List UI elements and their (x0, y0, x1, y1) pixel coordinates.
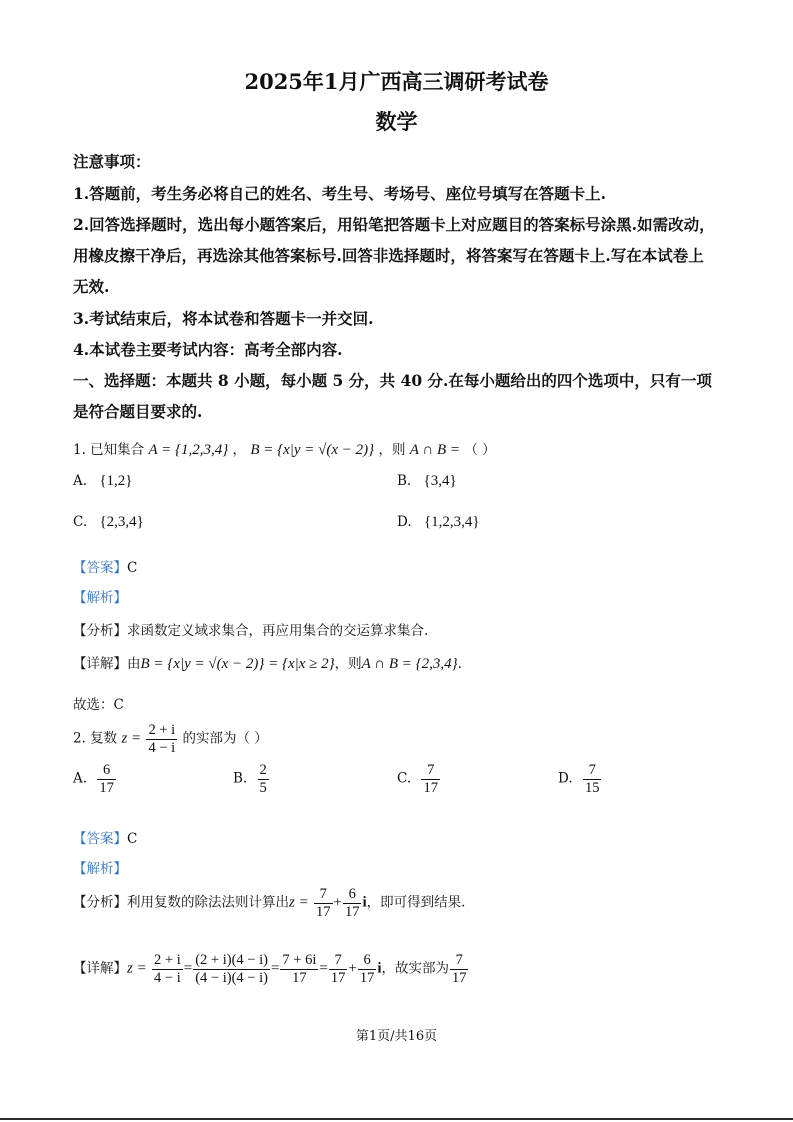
question-1-prefix: 1. 已知集合 (73, 442, 145, 458)
xiangjie-post: ，故实部为 (381, 960, 449, 977)
question-2-prefix: 2. 复数 (73, 730, 118, 747)
page-bottom-divider (0, 1118, 793, 1120)
fraction-denominator: 5 (259, 779, 267, 796)
option-fraction (421, 762, 440, 796)
fraction-numerator: 6 (97, 762, 116, 780)
question-2-option-a (73, 762, 117, 796)
equals-sign: = (270, 960, 280, 977)
xiangjie-fraction-6 (450, 952, 469, 986)
fraction-numerator: 7 (583, 762, 602, 780)
option-fraction (97, 762, 116, 796)
question-1-paren: （ ） (464, 442, 496, 458)
option-label: C. (73, 514, 88, 530)
question-1-choose: 故选：C (73, 697, 124, 713)
option-label: C. (397, 770, 412, 787)
question-1-answer (73, 556, 137, 576)
xiangjie-z: z = (127, 960, 147, 977)
option-fraction (258, 762, 269, 796)
question-1-option-a (73, 473, 133, 490)
question-1-sep: ， (232, 442, 247, 458)
xiangjie-fraction-1 (152, 952, 183, 986)
xiangjie-result: A ∩ B = {2,3,4} (361, 656, 458, 672)
answer-value: C (127, 560, 138, 576)
option-label: B. (233, 770, 248, 787)
question-2-option-c (397, 762, 441, 796)
notice-item-2-line-2: 用橡皮擦干净后，再选涂其他答案标号.回答非选择题时，将答案写在答题卡上.写在本试卷上 (73, 246, 704, 265)
fenxi-post: ，即可得到结果. (366, 894, 466, 911)
option-value: {1,2,3,4} (423, 514, 480, 530)
fraction-denominator: 17 (423, 779, 438, 796)
fraction-denominator: 17 (316, 903, 331, 920)
document-title: 2025年1月广西高三调研考试卷 (244, 69, 549, 94)
fenxi-fraction-1 (314, 886, 333, 920)
equals-sign: = (319, 960, 328, 977)
notice-heading: 注意事项： (73, 152, 151, 171)
question-2-analysis-tag: 【解析】 (73, 861, 127, 877)
option-value: {2,3,4} (99, 514, 144, 530)
xiangjie-fraction-5 (358, 952, 377, 986)
fraction-denominator: 17 (344, 903, 360, 920)
fraction-numerator: 7 (450, 952, 469, 970)
fraction-numerator: 6 (358, 952, 377, 970)
option-label: D. (397, 514, 412, 530)
answer-tag: 【答案】 (73, 560, 127, 576)
question-1-xiangjie (73, 652, 462, 673)
plus-sign: + (348, 960, 357, 977)
answer-tag: 【答案】 (73, 831, 127, 847)
option-label: B. (397, 473, 412, 489)
fraction-numerator: 2 (259, 762, 267, 778)
question-1-set-b: B = {x|y = √(x − 2)} (250, 442, 375, 458)
xiangjie-pre: 由 (127, 656, 141, 672)
xiangjie-mid: ，则 (334, 656, 362, 672)
answer-value: C (127, 831, 138, 847)
notice-item-1: 1.答题前，考生务必将自己的姓名、考生号、考场号、座位号填写在答题卡上. (73, 184, 607, 203)
section-1-line-2: 是符合题目要求的. (73, 402, 203, 421)
question-1-ask: A ∩ B = (409, 442, 461, 458)
option-value: {3,4} (423, 473, 457, 489)
fenxi-text: 求函数定义域求集合，再应用集合的交运算求集合. (127, 623, 429, 639)
fenxi-plus: + (333, 894, 342, 911)
fraction-numerator: 7 (421, 762, 440, 780)
question-2-xiangjie (73, 952, 469, 986)
fenxi-tag: 【分析】 (73, 623, 127, 639)
imaginary-unit: i (377, 960, 382, 977)
fenxi-z: z = (289, 894, 309, 911)
fraction-numerator: 2 + i (154, 952, 181, 968)
section-1-line-1: 一、选择题：本题共 8 小题，每小题 5 分，共 40 分.在每小题给出的四个选项中，只有一项 (73, 371, 712, 390)
question-2-suffix: 的实部为（ ） (182, 730, 268, 747)
question-1-suffix: ，则 (378, 442, 406, 458)
question-1-option-d (397, 514, 480, 531)
fraction-numerator: 7 + 6i (282, 952, 317, 968)
notice-item-2-line-3: 无效. (73, 277, 110, 296)
fenxi-fraction-2 (343, 886, 362, 920)
fenxi-imag-unit: i (362, 894, 367, 911)
fenxi-pre: 利用复数的除法法则计算出 (127, 894, 289, 911)
page-number: 第1页/共16页 (355, 1029, 438, 1044)
fraction-denominator: 17 (292, 969, 307, 986)
option-value: {1,2} (99, 473, 133, 489)
fraction-numerator: 2 + i (148, 722, 176, 738)
fraction-numerator: 7 (329, 952, 348, 970)
question-2-answer (73, 827, 137, 847)
question-1-set-a: A = {1,2,3,4} (148, 442, 229, 458)
xiangjie-tag: 【详解】 (73, 960, 127, 977)
question-2-z: z = (121, 730, 142, 747)
notice-item-4: 4.本试卷主要考试内容：高考全部内容. (73, 340, 343, 359)
xiangjie-fraction-4 (329, 952, 348, 986)
fraction-denominator: (4 − i)(4 − i) (195, 969, 268, 986)
question-1-analysis-tag: 【解析】 (73, 590, 127, 606)
question-1-option-c (73, 514, 144, 531)
xiangjie-fraction-3 (280, 952, 318, 986)
fraction-denominator: 17 (451, 969, 467, 986)
option-label: A. (73, 770, 88, 787)
fraction-denominator: 17 (99, 779, 114, 796)
question-1-stem (73, 438, 496, 459)
notice-item-3: 3.考试结束后，将本试卷和答题卡一并交回. (73, 309, 374, 328)
question-1-fenxi (73, 619, 428, 639)
notice-item-2-line-1: 2.回答选择题时，选出每小题答案后，用铅笔把答题卡上对应题目的答案标号涂黑.如需改动， (73, 215, 715, 234)
fraction-denominator: 17 (359, 969, 375, 986)
xiangjie-fraction-2 (193, 952, 270, 986)
subject-title: 数学 (375, 109, 418, 134)
xiangjie-tag: 【详解】 (73, 656, 127, 672)
option-fraction (583, 762, 602, 796)
fraction-denominator: 4 − i (148, 739, 176, 756)
question-2-fenxi (73, 886, 465, 920)
option-label: A. (73, 473, 88, 489)
fraction-numerator: 6 (343, 886, 362, 904)
fraction-denominator: 15 (584, 779, 600, 796)
question-1-option-b (397, 473, 457, 490)
option-label: D. (558, 770, 573, 787)
fraction-numerator: (2 + i)(4 − i) (195, 952, 268, 968)
question-2-option-b (233, 762, 270, 796)
equals-sign: = (183, 960, 193, 977)
fraction-denominator: 17 (330, 969, 346, 986)
question-2-fraction (146, 722, 177, 756)
fraction-denominator: 4 − i (154, 969, 181, 986)
fraction-numerator: 7 (314, 886, 333, 904)
xiangjie-math: B = {x|y = √(x − 2)} = {x|x ≥ 2} (140, 656, 335, 672)
xiangjie-end: . (457, 656, 462, 672)
question-2-option-d (558, 762, 602, 796)
question-2-stem (73, 722, 268, 756)
fenxi-tag: 【分析】 (73, 894, 127, 911)
